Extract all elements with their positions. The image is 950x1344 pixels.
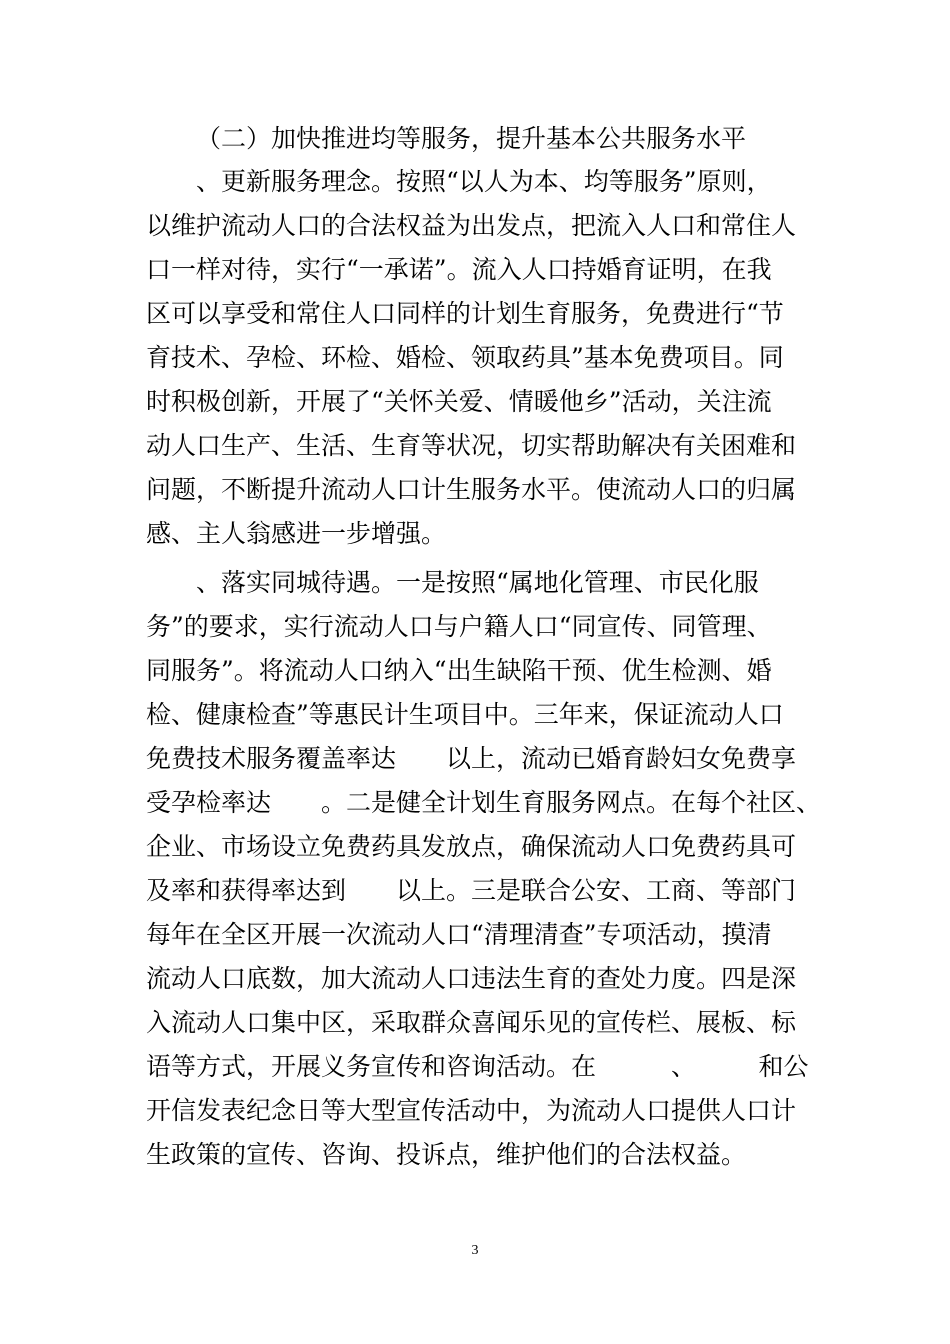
paragraph-2-line-9: 每年在全区开展一次流动人口“清理清查”专项活动，摸清 xyxy=(146,920,772,949)
paragraph-2-line-4: 检、健康检查”等惠民计生项目中。三年来，保证流动人口 xyxy=(146,700,784,729)
paragraph-1-line-7: 动人口生产、生活、生育等状况，切实帮助解决有关困难和 xyxy=(146,431,797,460)
paragraph-2-line-7: 企业、市场设立免费药具发放点，确保流动人口免费药具可 xyxy=(146,832,797,861)
paragraph-2-line-13: 开信发表纪念日等大型宣传活动中，为流动人口提供人口计 xyxy=(146,1096,797,1125)
paragraph-1-line-9: 感、主人翁感进一步增强。 xyxy=(146,519,447,548)
paragraph-2-line-2: 务”的要求，实行流动人口与户籍人口“同宣传、同管理、 xyxy=(146,612,772,641)
paragraph-2-line-14: 生政策的宣传、咨询、投诉点，维护他们的合法权益。 xyxy=(146,1140,747,1169)
paragraph-1-line-1: 、更新服务理念。按照“以人为本、均等服务”原则， xyxy=(196,167,772,196)
paragraph-1-line-2: 以维护流动人口的合法权益为出发点，把流入人口和常住人 xyxy=(146,211,797,240)
section-heading: （二）加快推进均等服务，提升基本公共服务水平 xyxy=(196,124,747,153)
paragraph-1-line-8: 问题，不断提升流动人口计生服务水平。使流动人口的归属 xyxy=(146,475,797,504)
page-number: 3 xyxy=(471,1243,479,1258)
paragraph-2-line-10: 流动人口底数，加大流动人口违法生育的查处力度。四是深 xyxy=(146,964,797,993)
paragraph-2-line-11: 入流动人口集中区，采取群众喜闻乐见的宣传栏、展板、标 xyxy=(146,1008,797,1037)
paragraph-2-line-8: 及率和获得率达到 以上。三是联合公安、工商、等部门 xyxy=(146,876,797,905)
paragraph-1-line-3: 口一样对待，实行“一承诺”。流入人口持婚育证明，在我 xyxy=(146,255,772,284)
paragraph-2-line-5: 免费技术服务覆盖率达 以上，流动已婚育龄妇女免费享 xyxy=(146,744,797,773)
paragraph-1-line-5: 育技术、孕检、环检、婚检、领取药具”基本免费项目。同 xyxy=(146,343,784,372)
paragraph-1-line-4: 区可以享受和常住人口同样的计划生育服务，免费进行“节 xyxy=(146,299,784,328)
paragraph-2-line-1: 、落实同城待遇。一是按照“属地化管理、市民化服 xyxy=(196,568,759,597)
paragraph-2-line-6: 受孕检率达 。二是健全计划生育服务网点。在每个社区、 xyxy=(146,788,822,817)
paragraph-2-line-3: 同服务”。将流动人口纳入“出生缺陷干预、优生检测、婚 xyxy=(146,656,772,685)
paragraph-1-line-6: 时积极创新，开展了“关怀关爱、情暖他乡”活动，关注流 xyxy=(146,387,772,416)
paragraph-2-line-12: 语等方式，开展义务宣传和咨询活动。在 、 和公 xyxy=(146,1052,809,1081)
